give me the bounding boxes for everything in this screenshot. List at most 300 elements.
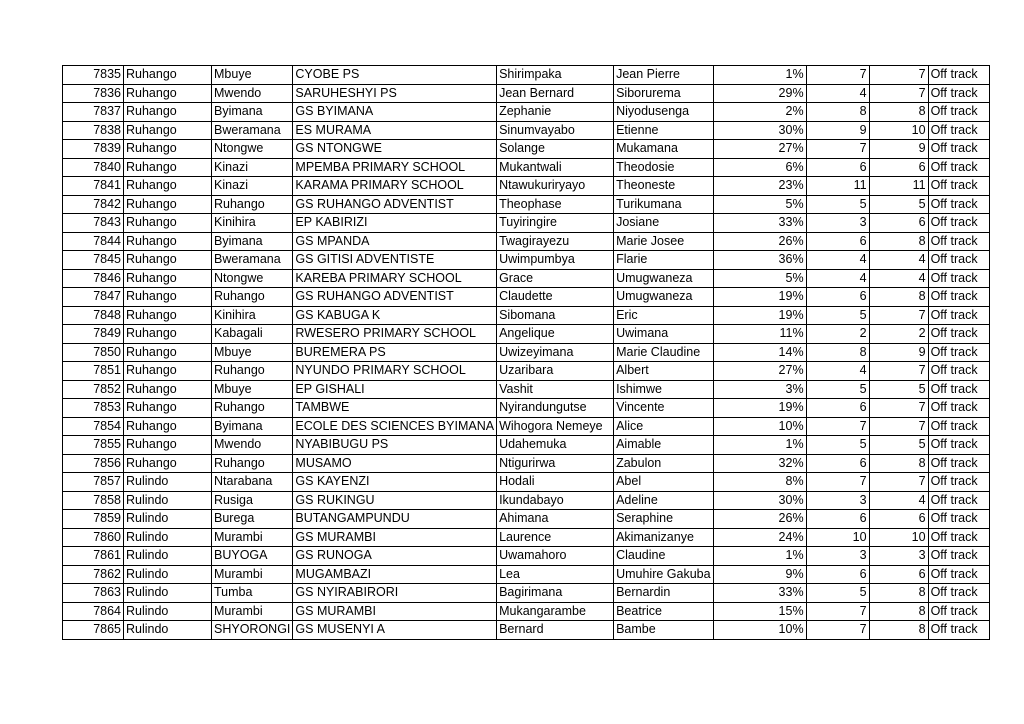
row-id-cell: 7865 [63,621,124,640]
count-a-cell: 7 [806,66,869,85]
district-cell: Ruhango [124,84,212,103]
percent-cell: 6% [713,158,806,177]
first-name-cell: Umugwaneza [614,269,714,288]
district-cell: Ruhango [124,417,212,436]
percent-cell: 10% [713,417,806,436]
sector-cell: SHYORONGI [212,621,293,640]
district-cell: Ruhango [124,399,212,418]
school-cell: GS RUNOGA [293,547,497,566]
row-id-cell: 7837 [63,103,124,122]
count-a-cell: 11 [806,177,869,196]
district-cell: Ruhango [124,436,212,455]
row-id-cell: 7839 [63,140,124,159]
status-cell: Off track [928,510,989,529]
count-b-cell: 6 [869,510,928,529]
sector-cell: Murambi [212,602,293,621]
percent-cell: 30% [713,491,806,510]
table-row [63,454,990,473]
district-cell: Ruhango [124,380,212,399]
school-cell: RWESERO PRIMARY SCHOOL [293,325,497,344]
count-a-cell: 5 [806,584,869,603]
first-name-cell: Siborurema [614,84,714,103]
percent-cell: 9% [713,565,806,584]
first-name-cell: Akimanizanye [614,528,714,547]
count-a-cell: 7 [806,602,869,621]
school-cell: GS MUSENYI A [293,621,497,640]
sector-cell: BUYOGA [212,547,293,566]
district-cell: Ruhango [124,121,212,140]
row-id-cell: 7844 [63,232,124,251]
first-name-cell: Vincente [614,399,714,418]
status-cell: Off track [928,436,989,455]
district-cell: Rulindo [124,528,212,547]
percent-cell: 3% [713,380,806,399]
table-row [63,232,990,251]
status-cell: Off track [928,66,989,85]
count-a-cell: 6 [806,454,869,473]
sector-cell: Byimana [212,417,293,436]
count-b-cell: 4 [869,491,928,510]
sector-cell: Mwendo [212,436,293,455]
first-name-cell: Etienne [614,121,714,140]
last-name-cell: Jean Bernard [497,84,614,103]
school-cell: CYOBE PS [293,66,497,85]
first-name-cell: Seraphine [614,510,714,529]
row-id-cell: 7843 [63,214,124,233]
count-a-cell: 3 [806,547,869,566]
last-name-cell: Ntawukuriryayo [497,177,614,196]
count-b-cell: 9 [869,343,928,362]
sector-cell: Ntongwe [212,140,293,159]
table-body [63,66,990,640]
count-b-cell: 7 [869,306,928,325]
district-cell: Ruhango [124,288,212,307]
row-id-cell: 7848 [63,306,124,325]
first-name-cell: Uwimana [614,325,714,344]
table-row [63,251,990,270]
last-name-cell: Udahemuka [497,436,614,455]
district-cell: Ruhango [124,306,212,325]
table-row [63,269,990,288]
district-cell: Rulindo [124,584,212,603]
status-cell: Off track [928,362,989,381]
count-b-cell: 6 [869,214,928,233]
row-id-cell: 7856 [63,454,124,473]
table-row [63,121,990,140]
sector-cell: Murambi [212,565,293,584]
district-cell: Ruhango [124,454,212,473]
last-name-cell: Uwimpumbya [497,251,614,270]
count-b-cell: 8 [869,602,928,621]
percent-cell: 1% [713,436,806,455]
row-id-cell: 7853 [63,399,124,418]
row-id-cell: 7855 [63,436,124,455]
status-cell: Off track [928,547,989,566]
last-name-cell: Bernard [497,621,614,640]
count-a-cell: 3 [806,491,869,510]
table-row [63,66,990,85]
row-id-cell: 7846 [63,269,124,288]
school-cell: MUSAMO [293,454,497,473]
count-b-cell: 7 [869,399,928,418]
percent-cell: 19% [713,306,806,325]
first-name-cell: Theodosie [614,158,714,177]
district-cell: Ruhango [124,214,212,233]
first-name-cell: Josiane [614,214,714,233]
percent-cell: 5% [713,195,806,214]
school-cell: KARAMA PRIMARY SCHOOL [293,177,497,196]
status-cell: Off track [928,140,989,159]
last-name-cell: Angelique [497,325,614,344]
school-cell: KAREBA PRIMARY SCHOOL [293,269,497,288]
sector-cell: Ntarabana [212,473,293,492]
table-row [63,491,990,510]
table-row [63,584,990,603]
status-cell: Off track [928,158,989,177]
school-cell: GS RUHANGO ADVENTIST [293,195,497,214]
row-id-cell: 7838 [63,121,124,140]
row-id-cell: 7850 [63,343,124,362]
table-row [63,399,990,418]
count-a-cell: 4 [806,251,869,270]
status-cell: Off track [928,288,989,307]
table-row [63,510,990,529]
sector-cell: Ntongwe [212,269,293,288]
first-name-cell: Bernardin [614,584,714,603]
percent-cell: 32% [713,454,806,473]
status-cell: Off track [928,380,989,399]
school-cell: GS MURAMBI [293,602,497,621]
sector-cell: Ruhango [212,399,293,418]
sector-cell: Byimana [212,232,293,251]
percent-cell: 24% [713,528,806,547]
table-row [63,547,990,566]
school-cell: MPEMBA PRIMARY SCHOOL [293,158,497,177]
last-name-cell: Wihogora Nemeye [497,417,614,436]
table-row [63,325,990,344]
row-id-cell: 7864 [63,602,124,621]
school-cell: BUTANGAMPUNDU [293,510,497,529]
count-a-cell: 5 [806,436,869,455]
last-name-cell: Ntigurirwa [497,454,614,473]
last-name-cell: Ikundabayo [497,491,614,510]
row-id-cell: 7845 [63,251,124,270]
row-id-cell: 7847 [63,288,124,307]
status-cell: Off track [928,306,989,325]
count-b-cell: 7 [869,417,928,436]
row-id-cell: 7860 [63,528,124,547]
district-cell: Ruhango [124,195,212,214]
table-row [63,177,990,196]
status-cell: Off track [928,103,989,122]
first-name-cell: Niyodusenga [614,103,714,122]
first-name-cell: Alice [614,417,714,436]
count-b-cell: 11 [869,177,928,196]
last-name-cell: Sibomana [497,306,614,325]
sector-cell: Rusiga [212,491,293,510]
status-cell: Off track [928,232,989,251]
count-b-cell: 5 [869,380,928,399]
school-cell: ECOLE DES SCIENCES BYIMANA [293,417,497,436]
school-cell: GS BYIMANA [293,103,497,122]
percent-cell: 1% [713,66,806,85]
status-cell: Off track [928,121,989,140]
last-name-cell: Sinumvayabo [497,121,614,140]
table-row [63,565,990,584]
first-name-cell: Jean Pierre [614,66,714,85]
school-cell: MUGAMBAZI [293,565,497,584]
last-name-cell: Vashit [497,380,614,399]
count-a-cell: 4 [806,269,869,288]
status-cell: Off track [928,417,989,436]
table-row [63,417,990,436]
status-cell: Off track [928,214,989,233]
percent-cell: 33% [713,214,806,233]
last-name-cell: Theophase [497,195,614,214]
first-name-cell: Turikumana [614,195,714,214]
first-name-cell: Flarie [614,251,714,270]
district-cell: Rulindo [124,621,212,640]
count-a-cell: 6 [806,510,869,529]
count-a-cell: 3 [806,214,869,233]
count-a-cell: 6 [806,232,869,251]
count-a-cell: 9 [806,121,869,140]
percent-cell: 30% [713,121,806,140]
percent-cell: 1% [713,547,806,566]
count-b-cell: 7 [869,362,928,381]
status-cell: Off track [928,399,989,418]
status-cell: Off track [928,528,989,547]
count-b-cell: 2 [869,325,928,344]
percent-cell: 29% [713,84,806,103]
last-name-cell: Grace [497,269,614,288]
percent-cell: 26% [713,510,806,529]
last-name-cell: Claudette [497,288,614,307]
first-name-cell: Mukamana [614,140,714,159]
school-cell: GS GITISI ADVENTISTE [293,251,497,270]
district-cell: Ruhango [124,158,212,177]
count-a-cell: 8 [806,343,869,362]
row-id-cell: 7841 [63,177,124,196]
count-b-cell: 4 [869,269,928,288]
row-id-cell: 7862 [63,565,124,584]
sector-cell: Ruhango [212,288,293,307]
district-cell: Ruhango [124,232,212,251]
count-a-cell: 7 [806,621,869,640]
row-id-cell: 7857 [63,473,124,492]
first-name-cell: Bambe [614,621,714,640]
count-b-cell: 5 [869,436,928,455]
school-cell: GS RUHANGO ADVENTIST [293,288,497,307]
count-b-cell: 8 [869,232,928,251]
sector-cell: Murambi [212,528,293,547]
first-name-cell: Umugwaneza [614,288,714,307]
school-cell: NYABIBUGU PS [293,436,497,455]
first-name-cell: Albert [614,362,714,381]
count-b-cell: 8 [869,288,928,307]
first-name-cell: Zabulon [614,454,714,473]
percent-cell: 27% [713,140,806,159]
school-cell: ES MURAMA [293,121,497,140]
table-row [63,288,990,307]
table-row [63,103,990,122]
sector-cell: Mwendo [212,84,293,103]
district-cell: Rulindo [124,473,212,492]
percent-cell: 33% [713,584,806,603]
sector-cell: Mbuye [212,66,293,85]
status-cell: Off track [928,343,989,362]
table-row [63,140,990,159]
district-cell: Rulindo [124,547,212,566]
percent-cell: 15% [713,602,806,621]
last-name-cell: Ahimana [497,510,614,529]
school-cell: TAMBWE [293,399,497,418]
status-cell: Off track [928,565,989,584]
status-cell: Off track [928,251,989,270]
school-cell: GS MURAMBI [293,528,497,547]
count-b-cell: 6 [869,565,928,584]
count-b-cell: 8 [869,454,928,473]
status-cell: Off track [928,84,989,103]
first-name-cell: Claudine [614,547,714,566]
district-cell: Ruhango [124,103,212,122]
count-a-cell: 6 [806,288,869,307]
table-row [63,602,990,621]
count-a-cell: 5 [806,195,869,214]
count-b-cell: 5 [869,195,928,214]
first-name-cell: Theoneste [614,177,714,196]
percent-cell: 19% [713,399,806,418]
first-name-cell: Adeline [614,491,714,510]
row-id-cell: 7840 [63,158,124,177]
sector-cell: Bweramana [212,121,293,140]
status-cell: Off track [928,584,989,603]
percent-cell: 14% [713,343,806,362]
row-id-cell: 7835 [63,66,124,85]
count-b-cell: 7 [869,84,928,103]
last-name-cell: Laurence [497,528,614,547]
table-row [63,84,990,103]
table-row [63,214,990,233]
count-b-cell: 6 [869,158,928,177]
count-a-cell: 7 [806,140,869,159]
first-name-cell: Beatrice [614,602,714,621]
percent-cell: 19% [713,288,806,307]
sector-cell: Kinihira [212,306,293,325]
last-name-cell: Uzaribara [497,362,614,381]
row-id-cell: 7842 [63,195,124,214]
count-a-cell: 6 [806,399,869,418]
first-name-cell: Ishimwe [614,380,714,399]
count-a-cell: 2 [806,325,869,344]
sector-cell: Kinazi [212,177,293,196]
school-cell: SARUHESHYI PS [293,84,497,103]
table-row [63,306,990,325]
first-name-cell: Marie Josee [614,232,714,251]
district-cell: Rulindo [124,602,212,621]
percent-cell: 27% [713,362,806,381]
count-b-cell: 8 [869,584,928,603]
sector-cell: Bweramana [212,251,293,270]
last-name-cell: Mukangarambe [497,602,614,621]
table-row [63,621,990,640]
status-cell: Off track [928,454,989,473]
status-cell: Off track [928,325,989,344]
first-name-cell: Aimable [614,436,714,455]
count-a-cell: 6 [806,158,869,177]
count-b-cell: 4 [869,251,928,270]
last-name-cell: Bagirimana [497,584,614,603]
status-cell: Off track [928,473,989,492]
sector-cell: Ruhango [212,362,293,381]
count-a-cell: 6 [806,565,869,584]
school-cell: EP GISHALI [293,380,497,399]
count-a-cell: 5 [806,380,869,399]
first-name-cell: Marie Claudine [614,343,714,362]
school-cell: GS NYIRABIRORI [293,584,497,603]
row-id-cell: 7849 [63,325,124,344]
count-a-cell: 7 [806,473,869,492]
status-cell: Off track [928,491,989,510]
count-a-cell: 8 [806,103,869,122]
sector-cell: Ruhango [212,195,293,214]
district-cell: Ruhango [124,362,212,381]
sector-cell: Burega [212,510,293,529]
row-id-cell: 7861 [63,547,124,566]
last-name-cell: Twagirayezu [497,232,614,251]
percent-cell: 26% [713,232,806,251]
percent-cell: 11% [713,325,806,344]
sector-cell: Mbuye [212,343,293,362]
count-b-cell: 3 [869,547,928,566]
district-cell: Ruhango [124,325,212,344]
table-row [63,195,990,214]
status-cell: Off track [928,269,989,288]
school-cell: NYUNDO PRIMARY SCHOOL [293,362,497,381]
district-cell: Ruhango [124,269,212,288]
row-id-cell: 7836 [63,84,124,103]
row-id-cell: 7863 [63,584,124,603]
count-a-cell: 10 [806,528,869,547]
row-id-cell: 7852 [63,380,124,399]
school-cell: GS KABUGA K [293,306,497,325]
count-a-cell: 7 [806,417,869,436]
table-row [63,380,990,399]
district-cell: Ruhango [124,66,212,85]
last-name-cell: Tuyiringire [497,214,614,233]
count-a-cell: 4 [806,84,869,103]
table-row [63,343,990,362]
last-name-cell: Nyirandungutse [497,399,614,418]
count-b-cell: 10 [869,121,928,140]
table-row [63,528,990,547]
sector-cell: Kabagali [212,325,293,344]
status-cell: Off track [928,621,989,640]
table-row [63,362,990,381]
first-name-cell: Abel [614,473,714,492]
sector-cell: Ruhango [212,454,293,473]
sector-cell: Mbuye [212,380,293,399]
table-row [63,158,990,177]
sector-cell: Kinihira [212,214,293,233]
last-name-cell: Hodali [497,473,614,492]
count-b-cell: 8 [869,621,928,640]
row-id-cell: 7851 [63,362,124,381]
count-a-cell: 4 [806,362,869,381]
percent-cell: 23% [713,177,806,196]
percent-cell: 10% [713,621,806,640]
count-a-cell: 5 [806,306,869,325]
